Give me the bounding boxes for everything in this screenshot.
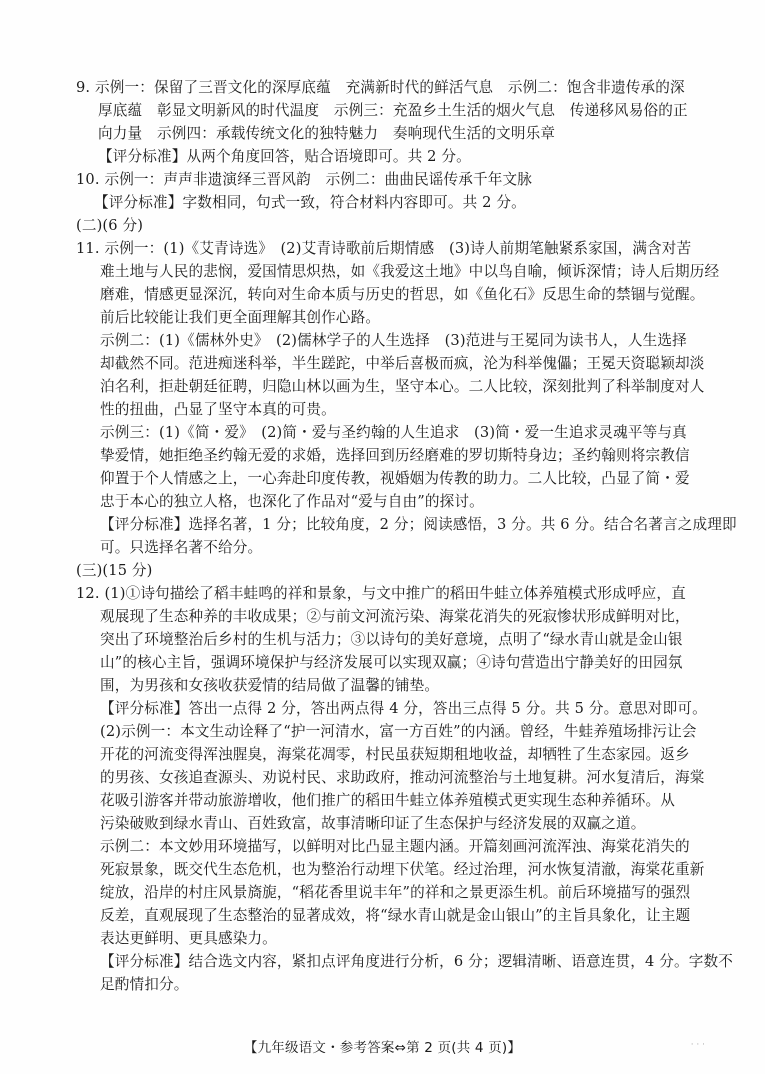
line-08: 11. 示例一：(1)《艾青诗选》 (2)艾青诗歌前后期情感 (3)诗人前期笔触紧系家国，满含对苦 (76, 240, 692, 257)
line-10: 磨难，情感更显深沉，转向对生命本质与历史的哲思，如《鱼化石》反思生命的禁锢与觉醒。 (100, 286, 705, 303)
line-34: 示例二：本文妙用环境描写，以鲜明对比凸显主题内涵。开篇刻画河流浑浊、海棠花消失的 (100, 838, 690, 855)
line-11: 前后比较能让我们更全面理解其创作心路。 (100, 309, 381, 326)
line-38: 表达更鲜明、更具感染力。 (100, 930, 277, 947)
line-20: 【评分标准】选择名著，1 分；比较角度，2 分；阅读感悟，3 分。共 6 分。结合名著言之成理即 (100, 516, 737, 533)
page-footer: 【九年级语文・参考答案⇔第 2 页(共 4 页)】 (243, 1040, 522, 1056)
scan-marks: · · · (690, 1040, 705, 1050)
line-05: 10. 示例一：声声非遗演绎三晋风韵 示例二：曲曲民谣传承千年文脉 (76, 171, 533, 188)
line-19: 忠于本心的独立人格，也深化了作品对“爱与自由”的探讨。 (100, 493, 484, 510)
line-26: 山”的核心主旨，强调环境保护与经济发展可以实现双赢；④诗句营造出宁静美好的田园氛 (100, 654, 683, 671)
line-37: 反差，直观展现了生态整治的显著成效，将“绿水青山就是金山银山”的主旨具象化，让主题 (100, 907, 691, 924)
line-27: 围，为男孩和女孩收获爱情的结局做了温馨的铺垫。 (100, 677, 440, 694)
line-28: 【评分标准】答出一点得 2 分，答出两点得 4 分，答出三点得 5 分。共 5 分。意思对即可。 (100, 700, 707, 717)
line-35: 死寂景象，既交代生态危机，也为整治行动埋下伏笔。经过治理，河水恢复清澈，海棠花重新 (100, 861, 705, 878)
line-21: 可。只选择名著不给分。 (100, 539, 263, 556)
line-14: 泊名利，拒赴朝廷征聘，归隐山林以画为生，坚守本心。二人比较，深刻批判了科举制度对人 (100, 378, 705, 395)
line-15: 性的扭曲，凸显了坚守本真的可贵。 (100, 401, 336, 418)
line-12: 示例二：(1)《儒林外史》 (2)儒林学子的人生选择 (3)范进与王冕同为读书人，人生选择 (100, 332, 687, 349)
line-01: 9. 示例一：保留了三晋文化的深厚底蕴 充满新时代的鲜活气息 示例二：饱含非遗传承的深 (76, 79, 685, 96)
line-02: 厚底蕴 彰显文明新风的时代温度 示例三：充盈乡土生活的烟火气息 传递移风易俗的正 (98, 102, 688, 119)
line-33: 污染破败到绿水青山、百姓致富，故事清晰印证了生态保护与经济发展的双赢之道。 (100, 815, 646, 832)
line-03: 向力量 示例四：承载传统文化的独特魅力 奏响现代生活的文明乐章 (98, 125, 556, 142)
line-32: 花吸引游客并带动旅游增收，他们推广的稻田牛蛙立体养殖模式更实现生态种养循环。从 (100, 792, 676, 809)
line-13: 却截然不同。范进痴迷科举，半生蹉跎，中举后喜极而疯，沦为科举傀儡；王冕天资聪颖却淡 (100, 355, 705, 372)
line-18: 仰置于个人情感之上，一心奔赴印度传教，视婚姻为传教的助力。二人比较，凸显了简・爱 (100, 470, 690, 487)
line-09: 难土地与人民的悲悯，爱国情思炽热，如《我爱这土地》中以鸟自喻，倾诉深情；诗人后期历经 (100, 263, 720, 280)
line-17: 挚爱情，她拒绝圣约翰无爱的求婚，选择回到历经磨难的罗切斯特身边；圣约翰则将宗教信 (100, 447, 690, 464)
line-40: 足酌情扣分。 (100, 976, 189, 993)
line-31: 的男孩、女孩追查源头、劝说村民、求助政府，推动河流整治与土地复耕。河水复清后，海棠 (100, 769, 705, 786)
line-30: 开花的河流变得浑浊腥臭，海棠花凋零，村民虽获短期租地收益，却牺牲了生态家园。返乡 (100, 746, 690, 763)
line-29: (2)示例一：本文生动诠释了“护一河清水，富一方百姓”的内涵。曾经，牛蛙养殖场排污让会 (100, 723, 697, 740)
line-36: 绽放，沿岸的村庄风景旖旎，“稻花香里说丰年”的祥和之景更添生机。前后环境描写的强烈 (100, 884, 691, 901)
section-heading-2: (二)(6 分) (76, 217, 144, 234)
line-23: 12. (1)①诗句描绘了稻丰蛙鸣的祥和景象，与文中推广的稻田牛蛙立体养殖模式形成呼应，直 (76, 585, 686, 602)
line-16: 示例三：(1)《简・爱》 (2)简・爱与圣约翰的人生追求 (3)简・爱一生追求灵魂平等与真 (100, 424, 687, 441)
line-39: 【评分标准】结合选文内容，紧扣点评角度进行分析，6 分；逻辑清晰、语意连贯，4 分。字数不 (100, 953, 733, 970)
line-24: 观展现了生态种养的丰收成果；②与前文河流污染、海棠花消失的死寂惨状形成鲜明对比， (100, 608, 690, 625)
line-25: 突出了环境整治后乡村的生机与活力；③以诗句的美好意境，点明了“绿水青山就是金山银 (100, 631, 683, 648)
section-heading-3: (三)(15 分) (76, 562, 153, 579)
line-06: 【评分标准】字数相同，句式一致，符合材料内容即可。共 2 分。 (94, 194, 526, 211)
line-04: 【评分标准】从两个角度回答，贴合语境即可。共 2 分。 (98, 148, 471, 165)
